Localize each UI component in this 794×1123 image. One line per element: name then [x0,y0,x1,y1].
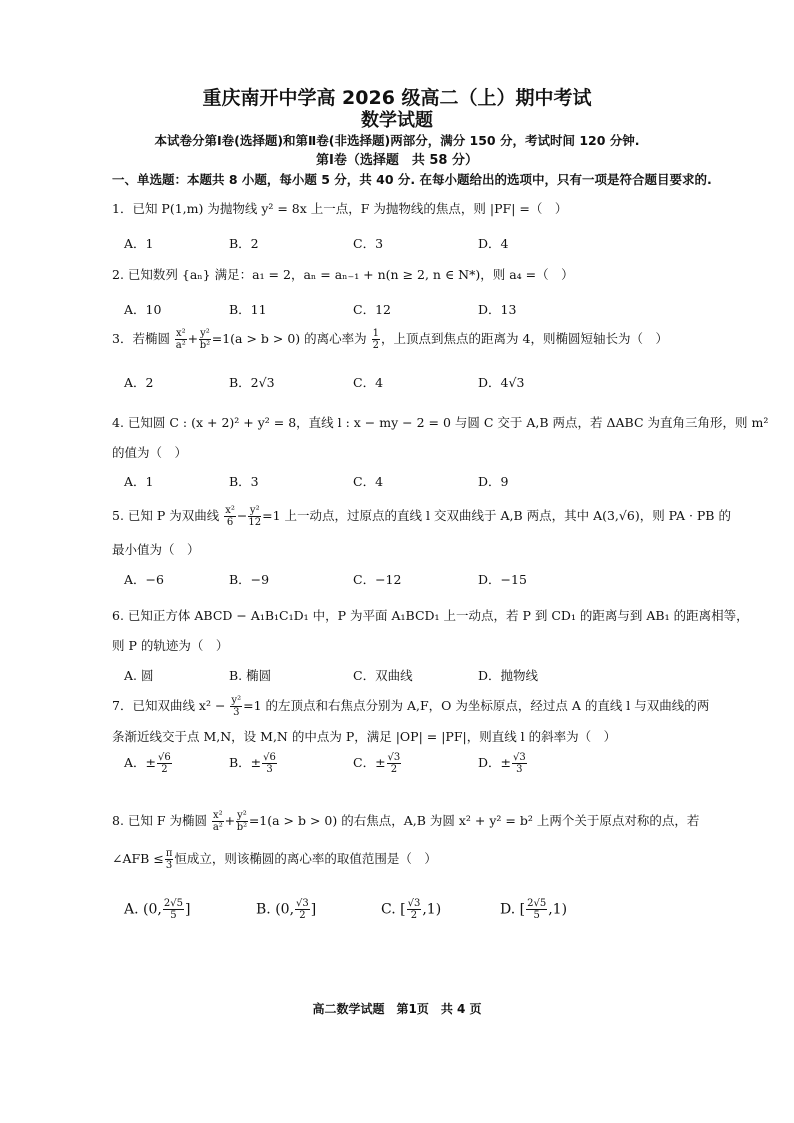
question-6-stem: 6. 已知正方体 ABCD − A₁B₁C₁D₁ 中，P 为平面 A₁BCD₁ 上一动点，若 P 到 CD₁ 的距离与到 AB₁ 的距离相等， [112,608,749,623]
q5-option-a: A．−6 [124,572,164,587]
q4-option-d: D．9 [478,474,509,489]
q4-option-b: B．3 [229,474,259,489]
q6-option-a: A. 圆 [124,668,154,683]
q7-option-c: C．± $\frac{√3}{2}$ [353,752,401,775]
question-7-stem: 7．已知双曲线 x² − $\frac{\text{y²}}{3}$ =1 的左顶点和右焦点分别为 A,F，O 为坐标原点，经过点 A 的直线 l 与双曲线的两 [112,695,710,718]
q1-option-b: B．2 [229,236,259,251]
q3-option-c: C．4 [353,375,384,390]
section-heading: 第Ⅰ卷（选择题 共 58 分） [316,153,478,168]
question-8-stem: 8. 已知 F 为椭圆 $\frac{\text{x²}}{\text{a²}}$ + $\frac{\text{y²}}{\text{b²}}$ =1(a > b > 0) 的右焦点，A,B 为圆 x² + y² = b² 上两个关于原点对称的点，若 [112,810,700,833]
q5-fraction-y: $\frac{\text{y²}}{12}$ [248,505,262,528]
q7-option-d: D．± $\frac{√3}{3}$ [478,752,526,775]
question-4-stem: 4. 已知圆 C : (x + 2)² + y² = 8，直线 l : x − my − 2 = 0 与圆 C 交于 A,B 两点，若 ΔABC 为直角三角形，则 m² [112,415,769,430]
q5-option-c: C．−12 [353,572,402,587]
question-5-stem: 5. 已知 P 为双曲线 $\frac{\text{x²}}{6}$ − $\frac{\text{y²}}{12}$ =1 上一动点，过原点的直线 l 交双曲线于 A,B 两点，其中 A(3,√6)，则 PA · PB 的 [112,505,731,528]
question-3-stem: 3．若椭圆 $\frac{\text{x²}}{\text{a²}}$ + $\frac{\text{y²}}{\text{b²}}$ =1(a > b > 0) 的离心率为 $\frac{1}{2}$ ，上顶点到焦点的距离为 4，则椭圆短轴长为（ ） [112,328,668,351]
q3-fraction-x: $\frac{\text{x²}}{\text{a²}}$ [175,328,186,351]
q7-option-b: B．± $\frac{√6}{3}$ [229,752,276,775]
q3-option-b: B．2√3 [229,375,275,390]
exam-note: 本试卷分第Ⅰ卷(选择题)和第Ⅱ卷(非选择题)两部分，满分 150 分，考试时间 120 分钟. [154,133,640,148]
question-2-stem: 2. 已知数列 {aₙ} 满足：a₁ = 2，aₙ = aₙ₋₁ + n(n ≥ 2, n ∈ N*)，则 a₄ =（ ） [112,267,574,282]
question-7-stem-cont: 条渐近线交于点 M,N，设 M,N 的中点为 P，满足 |OP| = |PF|，则直线 l 的斜率为（ ） [112,729,617,744]
q4-option-a: A．1 [124,474,154,489]
q6-option-c: C．双曲线 [353,668,413,683]
q7-option-a: A．± $\frac{√6}{2}$ [124,752,171,775]
q1-option-c: C．3 [353,236,384,251]
question-5-stem-cont: 最小值为（ ） [112,542,200,557]
q3-stem-b: =1(a > b > 0) 的离心率为 [211,331,367,346]
q3-stem-a: 3．若椭圆 [112,331,170,346]
q1-option-a: A．1 [124,236,154,251]
q3-option-a: A．2 [124,375,154,390]
q8-option-d: D. [ $\frac{2√5}{5}$ ,1) [500,898,568,921]
q8-fraction-pi: $\frac{\pi}{3}$ [165,848,173,871]
question-4-stem-cont: 的值为（ ） [112,445,188,460]
q8-option-c: C. [ $\frac{√3}{2}$ ,1) [381,898,442,921]
q2-option-c: C．12 [353,302,391,317]
q5-option-b: B．−9 [229,572,270,587]
exam-title: 重庆南开中学高 2026 级高二（上）期中考试 [202,87,592,109]
q5-option-d: D．−15 [478,572,527,587]
q8-option-b: B. (0, $\frac{√3}{2}$ ] [256,898,317,921]
q4-option-c: C．4 [353,474,384,489]
page-footer: 高二数学试题 第1页 共 4 页 [312,1002,482,1016]
q1-option-d: D．4 [478,236,509,251]
exam-subtitle: 数学试题 [361,110,433,131]
q6-option-b: B. 椭圆 [229,668,272,683]
q3-option-d: D．4√3 [478,375,525,390]
part-one-instructions: 一、单选题：本题共 8 小题，每小题 5 分，共 40 分. 在每小题给出的选项中，只有一项是符合题目要求的. [112,172,712,187]
q2-option-d: D．13 [478,302,517,317]
q3-fraction-y: $\frac{\text{y²}}{\text{b²}}$ [199,328,211,351]
q8-option-a: A. (0, $\frac{2√5}{5}$ ] [124,898,191,921]
q3-fraction-e: $\frac{1}{2}$ [372,328,380,351]
q5-fraction-x: $\frac{\text{x²}}{6}$ [225,505,235,528]
question-1-stem: 1．已知 P(1,m) 为抛物线 y² = 8x 上一点，F 为抛物线的焦点，则 |PF| =（ ） [112,201,568,216]
question-6-stem-cont: 则 P 的轨迹为（ ） [112,638,229,653]
q8-fraction-y: $\frac{\text{y²}}{\text{b²}}$ [236,810,248,833]
q7-fraction-y: $\frac{\text{y²}}{3}$ [231,695,242,718]
q8-fraction-x: $\frac{\text{x²}}{\text{a²}}$ [212,810,223,833]
q2-option-a: A．10 [124,302,162,317]
q2-option-b: B．11 [229,302,267,317]
question-8-stem-cont: ∠AFB ≤ $\frac{\pi}{3}$ 恒成立，则该椭圆的离心率的取值范围是（ ） [112,848,437,871]
q3-stem-c: ，上顶点到焦点的距离为 4，则椭圆短轴长为（ ） [381,331,668,346]
q6-option-d: D．抛物线 [478,668,539,683]
